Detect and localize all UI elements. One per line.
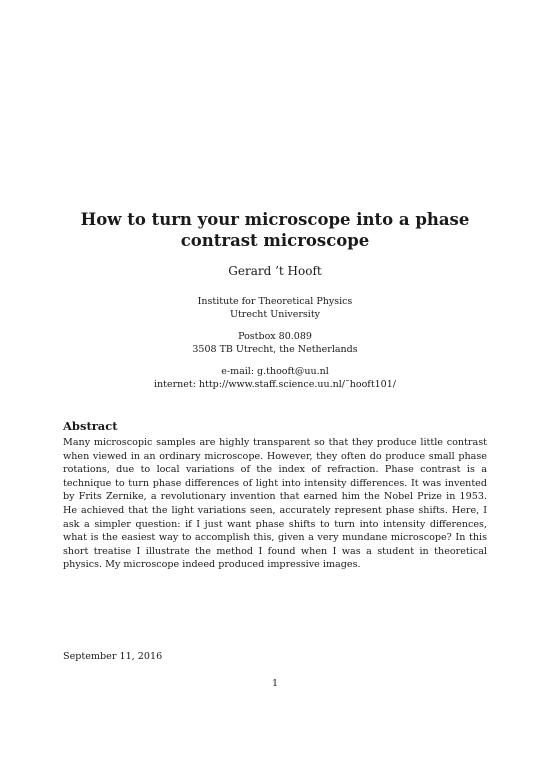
paper-title: How to turn your microscope into a phase contrast microscope: [80, 210, 470, 250]
page-number: 1: [271, 678, 279, 689]
email-line: e-mail: g.thooft@uu.nl: [221, 366, 329, 377]
author-name: Gerard ’t Hooft: [228, 264, 322, 278]
postal-address: [0, 330, 550, 356]
affiliation: [0, 295, 550, 321]
affiliation-university: Utrecht University: [229, 309, 321, 320]
address-city: 3508 TB Utrecht, the Netherlands: [192, 344, 358, 355]
contact-info: [0, 365, 550, 391]
abstract-text: Many microscopic samples are highly transparent so that they produce little contrast when viewed in an ordinary microscope. However, they often do produce small phase rotations, due to local variations of the index of refraction. Phase contrast is a technique to turn phase differences of light into intensity differences. It was invented by Frits Zernike, a revolutionary invention that earned him the Nobel Prize in 1953. He achieved that the light variations seen, accurately represent phase shifts. Here, I ask a simpler question: if I just want phase shifts to turn into intensity differences, what is the easiest way to accomplish this, given a very mundane microscope? In this short treatise I illustrate the method I found when I was a student in theoretical physics. My microscope indeed produced impressive images.: [63, 437, 487, 571]
abstract-heading: Abstract: [63, 419, 118, 433]
address-postbox: Postbox 80.089: [238, 331, 312, 342]
publication-date: September 11, 2016: [63, 651, 163, 662]
internet-line: internet: http://www.staff.science.uu.nl/˜hooft101/: [154, 379, 396, 390]
affiliation-institute: Institute for Theoretical Physics: [197, 296, 353, 307]
